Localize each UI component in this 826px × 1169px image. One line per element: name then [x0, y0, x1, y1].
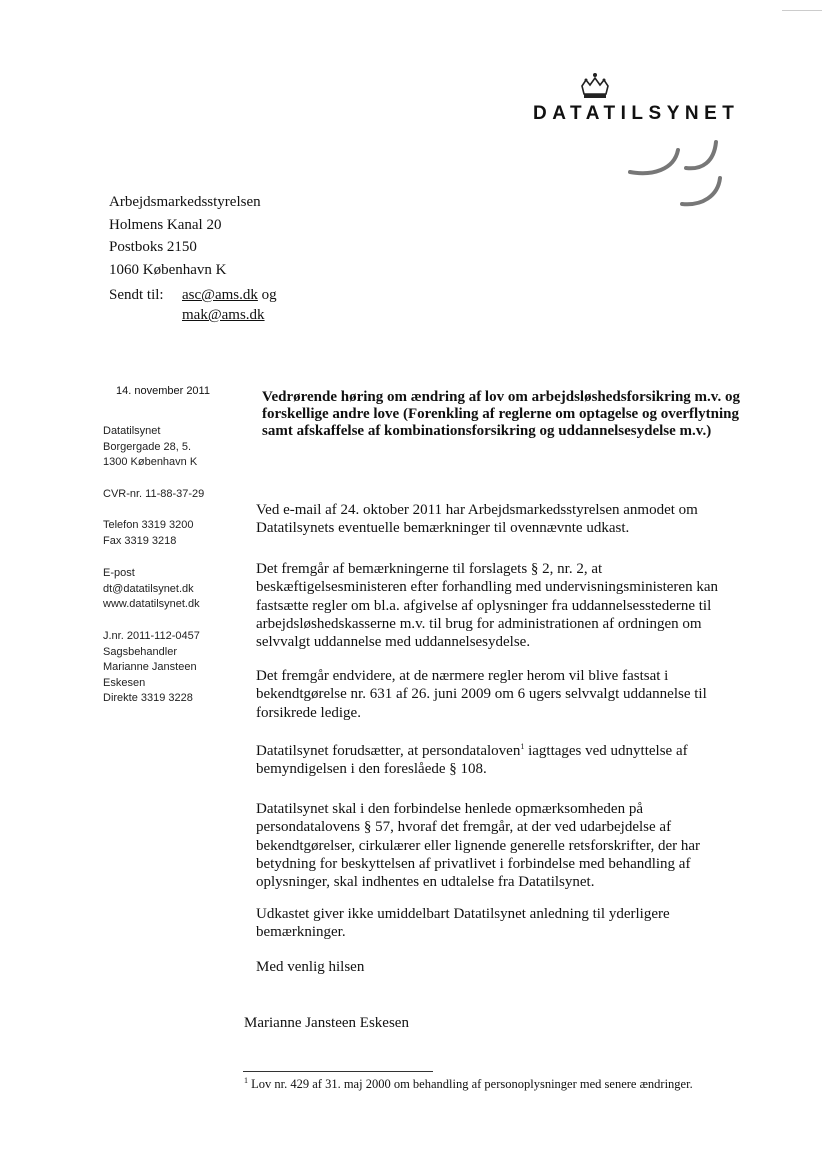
footnote-text: Lov nr. 429 af 31. maj 2000 om behandling af personoplysninger med senere ændringer.: [248, 1077, 693, 1091]
sender-web[interactable]: www.datatilsynet.dk: [103, 598, 200, 610]
body-paragraph-3: Det fremgår endvidere, at de nærmere regler herom vil blive fastsat i bekendtgørelse nr. 631 af 26. juni 2009 om 6 ugers selvvalgt uddannelse til forsikrede ledige.: [256, 668, 707, 721]
email-link-mak[interactable]: mak@ams.dk: [182, 307, 265, 323]
email-link-asc[interactable]: asc@ams.dk: [182, 287, 258, 303]
letter-date: 14. november 2011: [116, 385, 210, 397]
sender-phone: Telefon 3319 3200: [103, 519, 194, 531]
footnote-divider: [243, 1071, 433, 1072]
recipient-line: 1060 København K: [109, 261, 227, 278]
crown-icon: [578, 72, 612, 102]
sent-to-label: Sendt til:: [109, 287, 164, 303]
closing-salutation: Med venlig hilsen: [256, 959, 365, 975]
body-paragraph-2: Det fremgår af bemærkningerne til forslagets § 2, nr. 2, at beskæftigelsesministeren efter forhandling med undervisningsministeren kan fastsætte regler om bl.a. afgivelse af oplysninger fra uddannelsesstederne til arbejdsløshedskasserne m.v. til brug for administrationen af ordningen om selvvalgt uddannelse med uddannelsesydelse.: [256, 561, 718, 651]
journal-number: J.nr. 2011-112-0457: [103, 630, 200, 642]
sender-city: 1300 København K: [103, 456, 198, 468]
body-paragraph-4: [256, 742, 736, 779]
brand-logotype: DATATILSYNET: [533, 103, 740, 124]
sender-fax: Fax 3319 3218: [103, 534, 177, 547]
footnote-marker: 1: [244, 1075, 248, 1085]
sender-email-label: E-post: [103, 567, 135, 579]
footnote: [244, 1077, 693, 1092]
recipient-line: Postboks 2150: [109, 239, 197, 255]
handler-name-first: Marianne Jansteen: [103, 661, 197, 673]
signature-name: Marianne Jansteen Eskesen: [244, 1015, 409, 1031]
sender-contact-block: [103, 566, 200, 613]
logo-swash-icon: [622, 132, 732, 212]
body-paragraph-5: Datatilsynet skal i den forbindelse henlede opmærksomheden på persondatalovens § 57, hvoraf det fremgår, at der ved udarbejdelse af bekendtgørelser, cirkulærer eller lignende generelle retsforskrifter, der har betydning for beskyttelsen af privatlivet i forbindelse med behandling af oplysninger, skal indhentes en udtalelse fra Datatilsynet.: [256, 801, 701, 891]
footnote-ref: 1: [520, 742, 525, 751]
sender-email[interactable]: dt@datatilsynet.dk: [103, 582, 194, 595]
recipient-address: [109, 191, 261, 281]
sender-phone-block: [103, 518, 194, 549]
sent-to-connector: og: [261, 287, 277, 303]
handler-label: Sagsbehandler: [103, 645, 178, 658]
handler-direct-phone: Direkte 3319 3228: [103, 692, 193, 704]
recipient-line: Holmens Kanal 20: [109, 216, 222, 233]
sent-to-block: [109, 285, 277, 325]
scan-edge-mark: [782, 10, 822, 11]
body-paragraph-6: Udkastet giver ikke umiddelbart Datatilsynet anledning til yderligere bemærkninger.: [256, 906, 670, 941]
sender-name: Datatilsynet: [103, 425, 161, 437]
case-info-block: [103, 629, 200, 707]
recipient-line: Arbejdsmarkedsstyrelsen: [109, 194, 261, 210]
paragraph-4-text-b: iagttages ved udnyttelse af bemyndigelsen i den foreslåede § 108.: [256, 743, 688, 778]
paragraph-4-text-a: Datatilsynet forudsætter, at persondataloven: [256, 743, 521, 759]
sender-cvr: CVR-nr. 11-88-37-29: [103, 488, 205, 500]
sender-address: [103, 424, 197, 471]
sender-street: Borgergade 28, 5.: [103, 440, 192, 453]
body-paragraph-1: Ved e-mail af 24. oktober 2011 har Arbejdsmarkedsstyrelsen anmodet om Datatilsynets eventuelle bemærkninger til ovennævnte udkast.: [256, 502, 698, 537]
letter-subject: Vedrørende høring om ændring af lov om arbejdsløshedsforsikring m.v. og forskellige andre love (Forenkling af reglerne om optagelse og overflytning samt afskaffelse af kombinationsforsikring og uddannelsesydelse m.v.): [262, 389, 740, 439]
handler-name-last: Eskesen: [103, 676, 146, 689]
